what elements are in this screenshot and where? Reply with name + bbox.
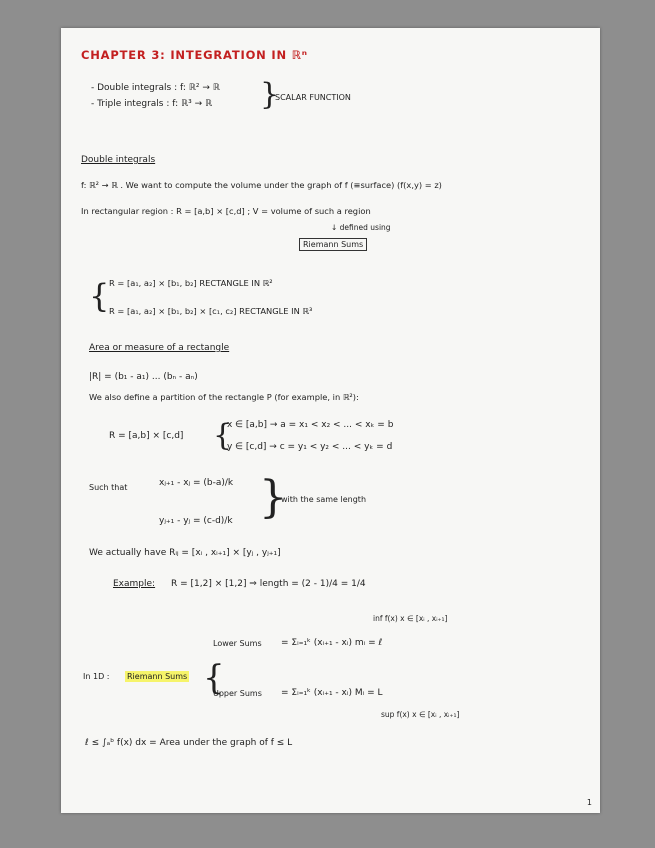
example-expression: R = [1,2] × [1,2] ⇒ length = (2 - 1)/4 = 1/4 xyxy=(171,579,366,589)
right-brace-icon: } xyxy=(260,77,280,112)
upper-sums-expr: = Σᵢ₌₁ᵏ (xᵢ₊₁ - xᵢ) Mᵢ = L xyxy=(281,688,383,698)
example-label: Example: xyxy=(113,579,156,589)
same-length: with the same length xyxy=(281,495,367,504)
such-that: Such that xyxy=(89,483,128,492)
chapter-title: CHAPTER 3: INTEGRATION IN ℝⁿ xyxy=(81,48,308,62)
riemann-sums-box: Riemann Sums xyxy=(299,238,367,251)
y-step: yⱼ₊₁ - yⱼ = (c-d)/k xyxy=(159,516,233,526)
left-brace-icon: { xyxy=(213,418,233,453)
double-integrals-heading: Double integrals xyxy=(81,155,156,165)
page-number: 1 xyxy=(586,798,592,807)
x-partition: x ∈ [a,b] → a = x₁ < x₂ < ... < xₖ = b xyxy=(227,420,394,430)
integral-inequality: ℓ ≤ ∫ₐᵇ f(x) dx = Area under the graph of f ≤ L xyxy=(85,738,293,748)
double-line1: f: ℝ² → ℝ . We want to compute the volume under the graph of f (≡surface) (f(x,y) = z) xyxy=(81,180,442,190)
scalar-label: SCALAR FUNCTION xyxy=(275,93,351,102)
sup-note: sup f(x) x ∈ [xᵢ , xᵢ₊₁] xyxy=(381,710,460,719)
defined-using: ↓ defined using xyxy=(331,223,391,232)
left-brace-icon: { xyxy=(203,658,225,698)
left-brace-icon: { xyxy=(89,277,110,315)
partition-line: We also define a partition of the rectangle P (for example, in ℝ²): xyxy=(89,392,359,402)
upper-sums-label: Upper Sums xyxy=(213,689,262,698)
area-heading: Area or measure of a rectangle xyxy=(89,343,230,353)
rect-r2: R = [a₁, a₂] × [b₁, b₂] RECTANGLE IN ℝ² xyxy=(109,278,273,288)
double-line2: In rectangular region : R = [a,b] × [c,d] ; V = volume of such a region xyxy=(81,206,371,216)
riemann-sums-highlight: Riemann Sums xyxy=(127,672,188,681)
intro-double: - Double integrals : f: ℝ² → ℝ xyxy=(91,83,220,93)
right-brace-icon: } xyxy=(259,472,287,523)
y-partition: y ∈ [c,d] → c = y₁ < y₂ < ... < yₖ = d xyxy=(227,442,393,452)
area-formula: |R| = (b₁ - a₁) ... (bₙ - aₙ) xyxy=(89,372,198,382)
intro-triple: - Triple integrals : f: ℝ³ → ℝ xyxy=(91,99,213,109)
in-1d-label: In 1D : xyxy=(83,672,110,681)
notebook-page xyxy=(61,28,600,813)
rect-r3: R = [a₁, a₂] × [b₁, b₂] × [c₁, c₂] RECTANGLE IN ℝ³ xyxy=(109,306,313,316)
lower-sums-expr: = Σᵢ₌₁ᵏ (xᵢ₊₁ - xᵢ) mᵢ = ℓ xyxy=(281,638,383,648)
rij-definition: We actually have Rᵢⱼ = [xᵢ , xᵢ₊₁] × [yⱼ , yⱼ₊₁] xyxy=(89,548,281,558)
rect-definition: R = [a,b] × [c,d] xyxy=(109,431,184,441)
inf-note: inf f(x) x ∈ [xᵢ , xᵢ₊₁] xyxy=(373,614,448,623)
lower-sums-label: Lower Sums xyxy=(213,639,262,648)
x-step: xⱼ₊₁ - xⱼ = (b-a)/k xyxy=(159,478,234,488)
